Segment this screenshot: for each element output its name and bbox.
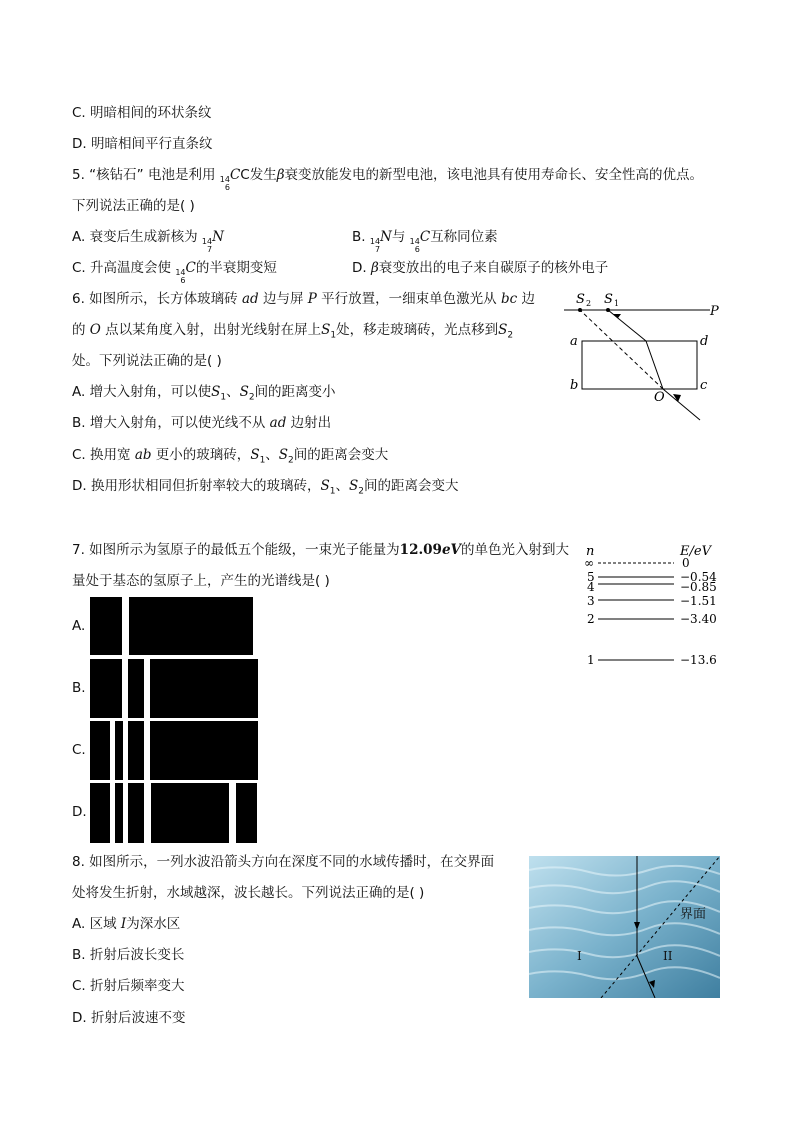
spectrum-d-line bbox=[128, 783, 144, 843]
q7-stem-line2: 量处于基态的氢原子上，产生的光谱线是( ) bbox=[72, 573, 330, 589]
label-n: n bbox=[586, 544, 595, 559]
label-o: O bbox=[654, 390, 665, 405]
q5-option-b: B. 14 7 N与 14 6 C互称同位素 bbox=[352, 229, 498, 254]
q5-stem-line2: 下列说法正确的是( ) bbox=[72, 198, 195, 214]
label-infinity: ∞ bbox=[584, 556, 594, 570]
q5-option-d: D. β衰变放出的电子来自碳原子的核外电子 bbox=[352, 260, 609, 276]
q5-option-c: C. 升高温度会使 14 6 C的半衰期变短 bbox=[72, 260, 277, 285]
label-e: E/eV bbox=[680, 544, 711, 559]
spectrum-d-line bbox=[151, 783, 229, 843]
label-p: P bbox=[710, 304, 719, 319]
svg-text:0: 0 bbox=[682, 556, 690, 570]
svg-text:1: 1 bbox=[587, 653, 595, 667]
q7-option-a-label: A. bbox=[72, 618, 86, 634]
svg-text:3: 3 bbox=[587, 594, 595, 608]
q6-stem-line2: 的 O 点以某角度入射，出射光线射在屏上$S_1$处，移走玻璃砖，光点移到$S_2$ bbox=[72, 322, 514, 341]
q5-stem: 5. “核钻石” 电池是利用 14 6 CC发生β衰变放能发电的新型电池，该电池具有使用寿命长、安全性高的优点。 bbox=[72, 167, 704, 192]
q8-option-c: C. 折射后频率变大 bbox=[72, 978, 185, 994]
spectrum-c-line bbox=[150, 721, 258, 780]
svg-text:1: 1 bbox=[614, 299, 620, 308]
q4-option-c: C. 明暗相间的环状条纹 bbox=[72, 105, 212, 121]
exit-ray bbox=[608, 310, 646, 341]
q8-option-b: B. 折射后波长变长 bbox=[72, 947, 185, 963]
boundary-label: 界面 bbox=[680, 907, 707, 922]
hydrogen-energy-levels bbox=[578, 540, 728, 670]
q5-option-a: A. 衰变后生成新核为 14 7 N bbox=[72, 229, 224, 254]
spectrum-a-line bbox=[90, 597, 122, 655]
refracted-ray bbox=[646, 341, 663, 389]
svg-text:5: 5 bbox=[587, 570, 595, 584]
svg-text:4: 4 bbox=[587, 580, 595, 594]
spectrum-c-line bbox=[128, 721, 144, 780]
svg-text:2: 2 bbox=[586, 299, 592, 308]
q8-stem-line1: 8. 如图所示，一列水波沿箭头方向在深度不同的水域传播时，在交界面 bbox=[72, 854, 495, 870]
q6-stem-line3: 处。下列说法正确的是( ) bbox=[72, 353, 222, 369]
svg-text:−0.54: −0.54 bbox=[680, 570, 717, 584]
dashed-ray bbox=[580, 310, 663, 389]
q6-stem-line1: 6. 如图所示，长方体玻璃砖 ad 边与屏 P 平行放置，一细束单色激光从 bc 边 bbox=[72, 291, 535, 307]
spectrum-b-line bbox=[128, 659, 144, 718]
q7-stem-line1: 7. 如图所示为氢原子的最低五个能级，一束光子能量为12.09eV的单色光入射到大 bbox=[72, 542, 570, 558]
label-s1: S bbox=[604, 292, 613, 307]
q8-option-d: D. 折射后波速不变 bbox=[72, 1010, 186, 1026]
carbon-14-nuclide: 14 6 C bbox=[219, 167, 241, 192]
spectrum-b-line bbox=[90, 659, 122, 718]
incident-ray bbox=[663, 389, 700, 420]
svg-text:−0.85: −0.85 bbox=[680, 580, 717, 594]
q4-option-d: D. 明暗相间平行直条纹 bbox=[72, 136, 213, 152]
svg-text:−13.6: −13.6 bbox=[680, 653, 717, 667]
water-wave-photo bbox=[529, 856, 720, 998]
region-1-label: I bbox=[577, 949, 582, 963]
spectrum-b-line bbox=[150, 659, 258, 718]
q6-option-d: D. 换用形状相同但折射率较大的玻璃砖，$S_1$、$S_2$间的距离会变大 bbox=[72, 478, 459, 497]
q6-option-a: A. 增大入射角，可以使$S_1$、$S_2$间的距离变小 bbox=[72, 384, 336, 403]
label-a: a bbox=[570, 334, 578, 349]
label-b: b bbox=[570, 378, 579, 393]
label-d: d bbox=[700, 334, 709, 349]
spectrum-c-line bbox=[115, 721, 123, 780]
svg-text:−1.51: −1.51 bbox=[680, 594, 717, 608]
q8-stem-line2: 处将发生折射，水域越深，波长越长。下列说法正确的是( ) bbox=[72, 885, 425, 901]
spectrum-d-line bbox=[90, 783, 110, 843]
svg-text:2: 2 bbox=[587, 612, 595, 626]
q8-option-a: A. 区域 I为深水区 bbox=[72, 916, 181, 932]
region-2-label: II bbox=[663, 949, 673, 963]
spectrum-d-line bbox=[236, 783, 257, 843]
spectrum-a-line bbox=[129, 597, 253, 655]
q6-option-c: C. 换用宽 ab 更小的玻璃砖，$S_1$、$S_2$间的距离会变大 bbox=[72, 447, 389, 466]
q6-option-b: B. 增大入射角，可以使光线不从 ad 边射出 bbox=[72, 415, 332, 431]
label-c: c bbox=[700, 378, 708, 393]
q7-option-d-label: D. bbox=[72, 804, 87, 820]
glass-block bbox=[582, 341, 697, 389]
svg-text:−3.40: −3.40 bbox=[680, 612, 717, 626]
q7-option-b-label: B. bbox=[72, 680, 86, 696]
spectrum-c-line bbox=[90, 721, 110, 780]
label-s2: S bbox=[576, 292, 585, 307]
q7-option-c-label: C. bbox=[72, 742, 86, 758]
q6-glass-diagram bbox=[560, 285, 730, 425]
spectrum-d-line bbox=[115, 783, 123, 843]
